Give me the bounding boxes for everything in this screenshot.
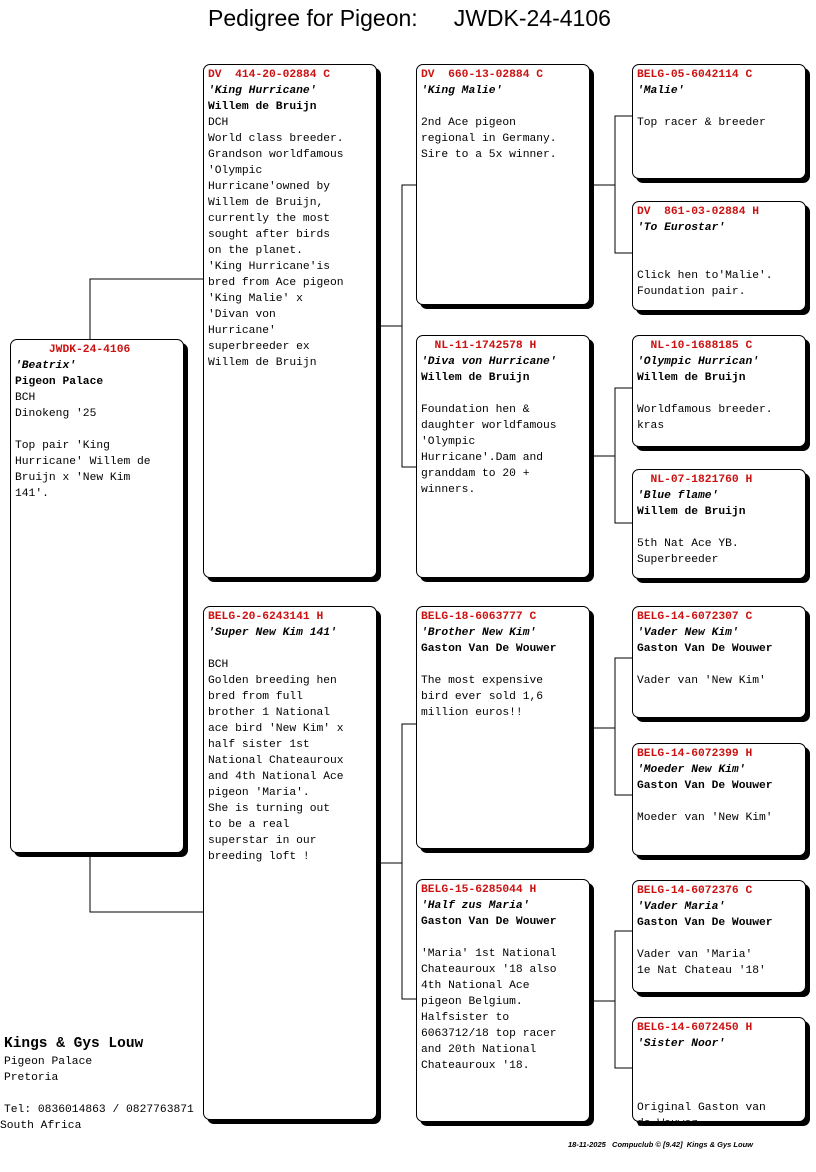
dam-dam-card[interactable] [416,879,590,1122]
sire-sire-ring-number: DV 660-13-02884 C [421,69,544,81]
ddd-pigeon-name: 'Sister Noor' [637,1038,726,1050]
owner-loft: Pigeon Palace [4,1056,93,1068]
owner-info [0,1034,200,1134]
dam-sire-description: The most expensive bird ever sold 1,6 million euros!! [421,675,544,719]
dss-ring-number: BELG-14-6072307 C [637,611,753,623]
dds-pigeon-name: 'Vader Maria' [637,901,726,913]
dam-description: BCH Golden breeding hen bred from full brother 1 National ace bird 'New Kim' x half sister 1st National Chateauroux and 4th National Ace pigeon 'Maria'. She is turning out to be a real superstar in our breeding loft ! [208,659,344,863]
sire-card[interactable] [203,64,377,578]
dss-description: Vader van 'New Kim' [637,675,766,687]
sds-description: Worldfamous breeder. kras [637,404,773,432]
sdd-description: 5th Nat Ace YB. Superbreeder [637,538,739,566]
ssd-description: Click hen to'Malie'. Foundation pair. [637,270,773,298]
dam-sire-ring-number: BELG-18-6063777 C [421,611,537,623]
subject-pigeon-card[interactable] [10,339,184,853]
dsd-breeder: Gaston Van De Wouwer [637,780,773,792]
dsd-pigeon-name: 'Moeder New Kim' [637,764,746,776]
sdd-ring-number: NL-07-1821760 H [637,474,753,486]
sds-breeder: Willem de Bruijn [637,372,746,384]
sdd-pigeon-name: 'Blue flame' [637,490,719,502]
subject-description: BCH Dinokeng '25 Top pair 'King Hurricane' Willem de Bruijn x 'New Kim 141'. [15,392,151,500]
dss-breeder: Gaston Van De Wouwer [637,643,773,655]
subject-pigeon-name: 'Beatrix' [15,360,77,372]
owner-city: Pretoria [4,1072,59,1084]
dam-card[interactable] [203,606,377,1120]
subject-ring-number: JWDK-24-4106 [15,344,131,356]
dss-pigeon-name: 'Vader New Kim' [637,627,739,639]
sds-ring-number: NL-10-1688185 C [637,340,753,352]
sds-pigeon-name: 'Olympic Hurrican' [637,356,760,368]
sss-pigeon-name: 'Malie' [637,85,685,97]
dam-ring-number: BELG-20-6243141 H [208,611,324,623]
sire-sire-description: 2nd Ace pigeon regional in Germany. Sire to a 5x winner. [421,117,557,161]
dam-sire-dam-card[interactable] [632,743,806,856]
dam-sire-pigeon-name: 'Brother New Kim' [421,627,537,639]
dsd-description: Moeder van 'New Kim' [637,812,773,824]
ssd-ring-number: DV 861-03-02884 H [637,206,760,218]
sire-pigeon-name: 'King Hurricane' [208,85,317,97]
dds-ring-number: BELG-14-6072376 C [637,885,753,897]
sire-dam-description: Foundation hen & daughter worldfamous 'Olympic Hurricane'.Dam and granddam to 20 + winners. [421,404,557,496]
dds-description: Vader van 'Maria' 1e Nat Chateau '18' [637,949,766,977]
sdd-breeder: Willem de Bruijn [637,506,746,518]
dam-dam-description: 'Maria' 1st National Chateauroux '18 also 4th National Ace pigeon Belgium. Halfsister to 6063712/18 top racer and 20th National Chateauroux '18. [421,948,557,1072]
sire-dam-card[interactable] [416,335,590,578]
title-ring-number: JWDK-24-4106 [453,5,611,31]
dam-dam-dam-card[interactable] [632,1017,806,1130]
dam-sire-breeder: Gaston Van De Wouwer [421,643,557,655]
sire-dam-sire-card[interactable] [632,335,806,447]
sire-sire-dam-card[interactable] [632,201,806,311]
sire-sire-sire-card[interactable] [632,64,806,179]
ssd-pigeon-name: 'To Eurostar' [637,222,726,234]
dam-dam-ring-number: BELG-15-6285044 H [421,884,537,896]
dam-dam-pigeon-name: 'Half zus Maria' [421,900,530,912]
dam-pigeon-name: 'Super New Kim 141' [208,627,337,639]
sire-dam-dam-card[interactable] [632,469,806,579]
sss-description: Top racer & breeder [637,117,766,129]
sire-dam-pigeon-name: 'Diva von Hurricane' [421,356,557,368]
title-label: Pedigree for Pigeon: [208,5,418,31]
owner-country: South Africa [0,1120,82,1132]
dsd-ring-number: BELG-14-6072399 H [637,748,753,760]
subject-breeder: Pigeon Palace [15,376,104,388]
dam-dam-breeder: Gaston Van De Wouwer [421,916,557,928]
sire-dam-ring-number: NL-11-1742578 H [421,340,537,352]
dam-sire-sire-card[interactable] [632,606,806,718]
sire-sire-card[interactable] [416,64,590,305]
sire-breeder: Willem de Bruijn [208,101,317,113]
sss-ring-number: BELG-05-6042114 C [637,69,753,81]
owner-name: Kings & Gys Louw [4,1036,144,1052]
sire-dam-breeder: Willem de Bruijn [421,372,530,384]
dds-breeder: Gaston Van De Wouwer [637,917,773,929]
ddd-description: Original Gaston van de Wouwer [637,1102,766,1130]
sire-description: DCH World class breeder. Grandson worldfamous 'Olympic Hurricane'owned by Willem de Bruijn, currently the most sought after birds on the planet. 'King Hurricane'is bred from Ace pigeon 'King Malie' x 'Divan von Hurricane' superbreeder ex Willem de Bruijn [208,117,344,369]
dam-sire-card[interactable] [416,606,590,849]
sire-sire-pigeon-name: 'King Malie' [421,85,503,97]
dam-dam-sire-card[interactable] [632,880,806,993]
footer-credit: 18-11-2025 Compuclub © [9.42] Kings & Gys Louw [568,1140,754,1149]
ddd-ring-number: BELG-14-6072450 H [637,1022,753,1034]
owner-telephone: Tel: 0836014863 / 0827763871 [4,1104,194,1116]
sire-ring-number: DV 414-20-02884 C [208,69,331,81]
